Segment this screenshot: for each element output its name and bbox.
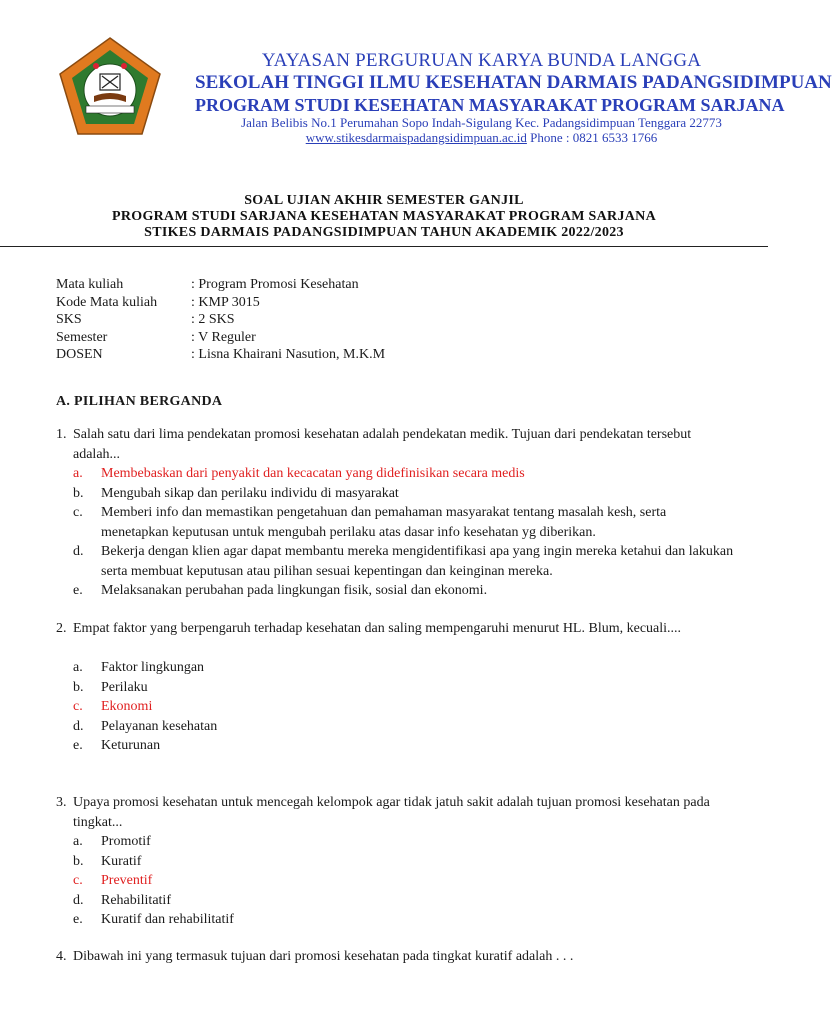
option-text: Promotif <box>101 834 151 849</box>
question-4 <box>56 947 736 967</box>
exam-institution-year: STIKES DARMAIS PADANGSIDIMPUAN TAHUN AKADEMIK 2022/2023 <box>144 225 624 240</box>
exam-program: PROGRAM STUDI SARJANA KESEHATAN MASYARAKAT PROGRAM SARJANA <box>112 209 656 224</box>
question-text: Empat faktor yang berpengaruh terhadap kesehatan dan saling mempengaruhi menurut HL. Blum, kecuali.... <box>73 621 682 636</box>
question-text: Dibawah ini yang termasuk tujuan dari promosi kesehatan pada tingkat kuratif adalah . . . <box>73 949 574 964</box>
question-number: 3. <box>56 795 67 810</box>
option-letter: e. <box>73 583 83 598</box>
info-label: Mata kuliah <box>56 277 124 292</box>
option-b <box>73 678 736 698</box>
option-letter: d. <box>73 718 84 734</box>
option-c <box>73 503 736 542</box>
address: Jalan Belibis No.1 Perumahan Sopo Indah-Sigulang Kec. Padangsidimpuan Tenggara 22773 <box>241 115 722 130</box>
option-letter: e. <box>73 738 83 753</box>
option-letter: a. <box>73 660 83 675</box>
spacer <box>56 639 736 659</box>
option-e <box>73 736 736 756</box>
school-logo <box>56 34 164 142</box>
question-text: Salah satu dari lima pendekatan promosi kesehatan adalah pendekatan medik. Tujuan dari pendekatan tersebut adalah... <box>73 427 692 462</box>
question-number: 1. <box>56 427 67 442</box>
option-c-answer <box>73 697 736 717</box>
question-text: Upaya promosi kesehatan untuk mencegah kelompok agar tidak jatuh sakit adalah tujuan promosi kesehatan pada tingkat... <box>73 795 710 830</box>
question-number: 4. <box>56 949 67 964</box>
section-heading: A. PILIHAN BERGANDA <box>56 394 223 409</box>
info-label: DOSEN <box>56 347 103 362</box>
program-name: PROGRAM STUDI KESEHATAN MASYARAKAT PROGRAM SARJANA <box>195 95 785 115</box>
exam-title: SOAL UJIAN AKHIR SEMESTER GANJIL <box>244 193 524 208</box>
option-letter: a. <box>73 834 83 849</box>
info-row <box>56 346 385 364</box>
option-text: Kuratif <box>101 853 142 869</box>
info-value: : KMP 3015 <box>191 294 260 310</box>
option-d <box>73 891 736 911</box>
option-text: Membebaskan dari penyakit dan kecacatan yang didefinisikan secara medis <box>101 466 525 481</box>
school-name: SEKOLAH TINGGI ILMU KESEHATAN DARMAIS PADANGSIDIMPUAN <box>195 72 832 93</box>
option-letter: c. <box>73 505 83 520</box>
contact-line <box>195 130 768 146</box>
option-text: Mengubah sikap dan perilaku individu di masyarakat <box>101 485 399 501</box>
info-row <box>56 311 385 329</box>
option-text: Perilaku <box>101 679 148 695</box>
question-1 <box>56 425 736 601</box>
option-letter: d. <box>73 892 84 908</box>
option-letter: c. <box>73 873 83 888</box>
option-d <box>73 717 736 737</box>
option-b <box>73 484 736 504</box>
info-label: SKS <box>56 312 82 327</box>
info-label: Kode Mata kuliah <box>56 294 158 310</box>
info-value: : Lisna Khairani Nasution, M.K.M <box>191 347 386 362</box>
website-link[interactable]: www.stikesdarmaispadangsidimpuan.ac.id <box>305 130 527 145</box>
info-value: : V Reguler <box>191 329 256 345</box>
info-row <box>56 329 385 347</box>
option-letter: b. <box>73 485 84 501</box>
option-b <box>73 852 736 872</box>
option-text: Memberi info dan memastikan pengetahuan dan pemahaman masyarakat tentang masalah kesh, serta menetapkan keputusan untuk mengubah perilaku atas dasar info kesehatan yg diberikan. <box>101 505 667 540</box>
option-text: Melaksanakan perubahan pada lingkungan fisik, sosial dan ekonomi. <box>101 583 488 598</box>
option-a <box>73 832 736 852</box>
option-letter: c. <box>73 699 83 714</box>
option-e <box>73 910 736 930</box>
course-info <box>56 276 385 364</box>
info-value: : Program Promosi Kesehatan <box>191 277 359 292</box>
question-3 <box>56 793 736 930</box>
option-text: Pelayanan kesehatan <box>101 718 218 734</box>
header-divider <box>0 246 768 247</box>
option-text: Kuratif dan rehabilitatif <box>101 912 234 927</box>
option-a <box>73 658 736 678</box>
option-letter: e. <box>73 912 83 927</box>
option-text: Rehabilitatif <box>101 892 171 908</box>
info-row <box>56 276 385 294</box>
option-text: Keturunan <box>101 738 161 753</box>
option-letter: b. <box>73 679 84 695</box>
foundation-name: YAYASAN PERGURUAN KARYA BUNDA LANGGA <box>261 50 702 71</box>
option-text: Faktor lingkungan <box>101 660 205 675</box>
option-d <box>73 542 736 581</box>
option-text: Bekerja dengan klien agar dapat membantu mereka mengidentifikasi apa yang ingin mereka ketahui dan lakukan serta membuat keputusan atau pilihan sesuai kepentingan dan keinginan mereka. <box>101 544 734 579</box>
option-letter: d. <box>73 544 84 559</box>
option-e <box>73 581 736 601</box>
info-value: : 2 SKS <box>191 312 235 327</box>
info-label: Semester <box>56 329 108 345</box>
option-text: Ekonomi <box>101 699 153 714</box>
option-c-answer <box>73 871 736 891</box>
info-row <box>56 294 385 312</box>
option-letter: b. <box>73 853 84 869</box>
option-letter: a. <box>73 466 83 481</box>
option-text: Preventif <box>101 873 153 888</box>
phone-number: Phone : 0821 6533 1766 <box>530 130 658 145</box>
question-2 <box>56 619 736 756</box>
option-a-answer <box>73 464 736 484</box>
question-number: 2. <box>56 621 67 636</box>
